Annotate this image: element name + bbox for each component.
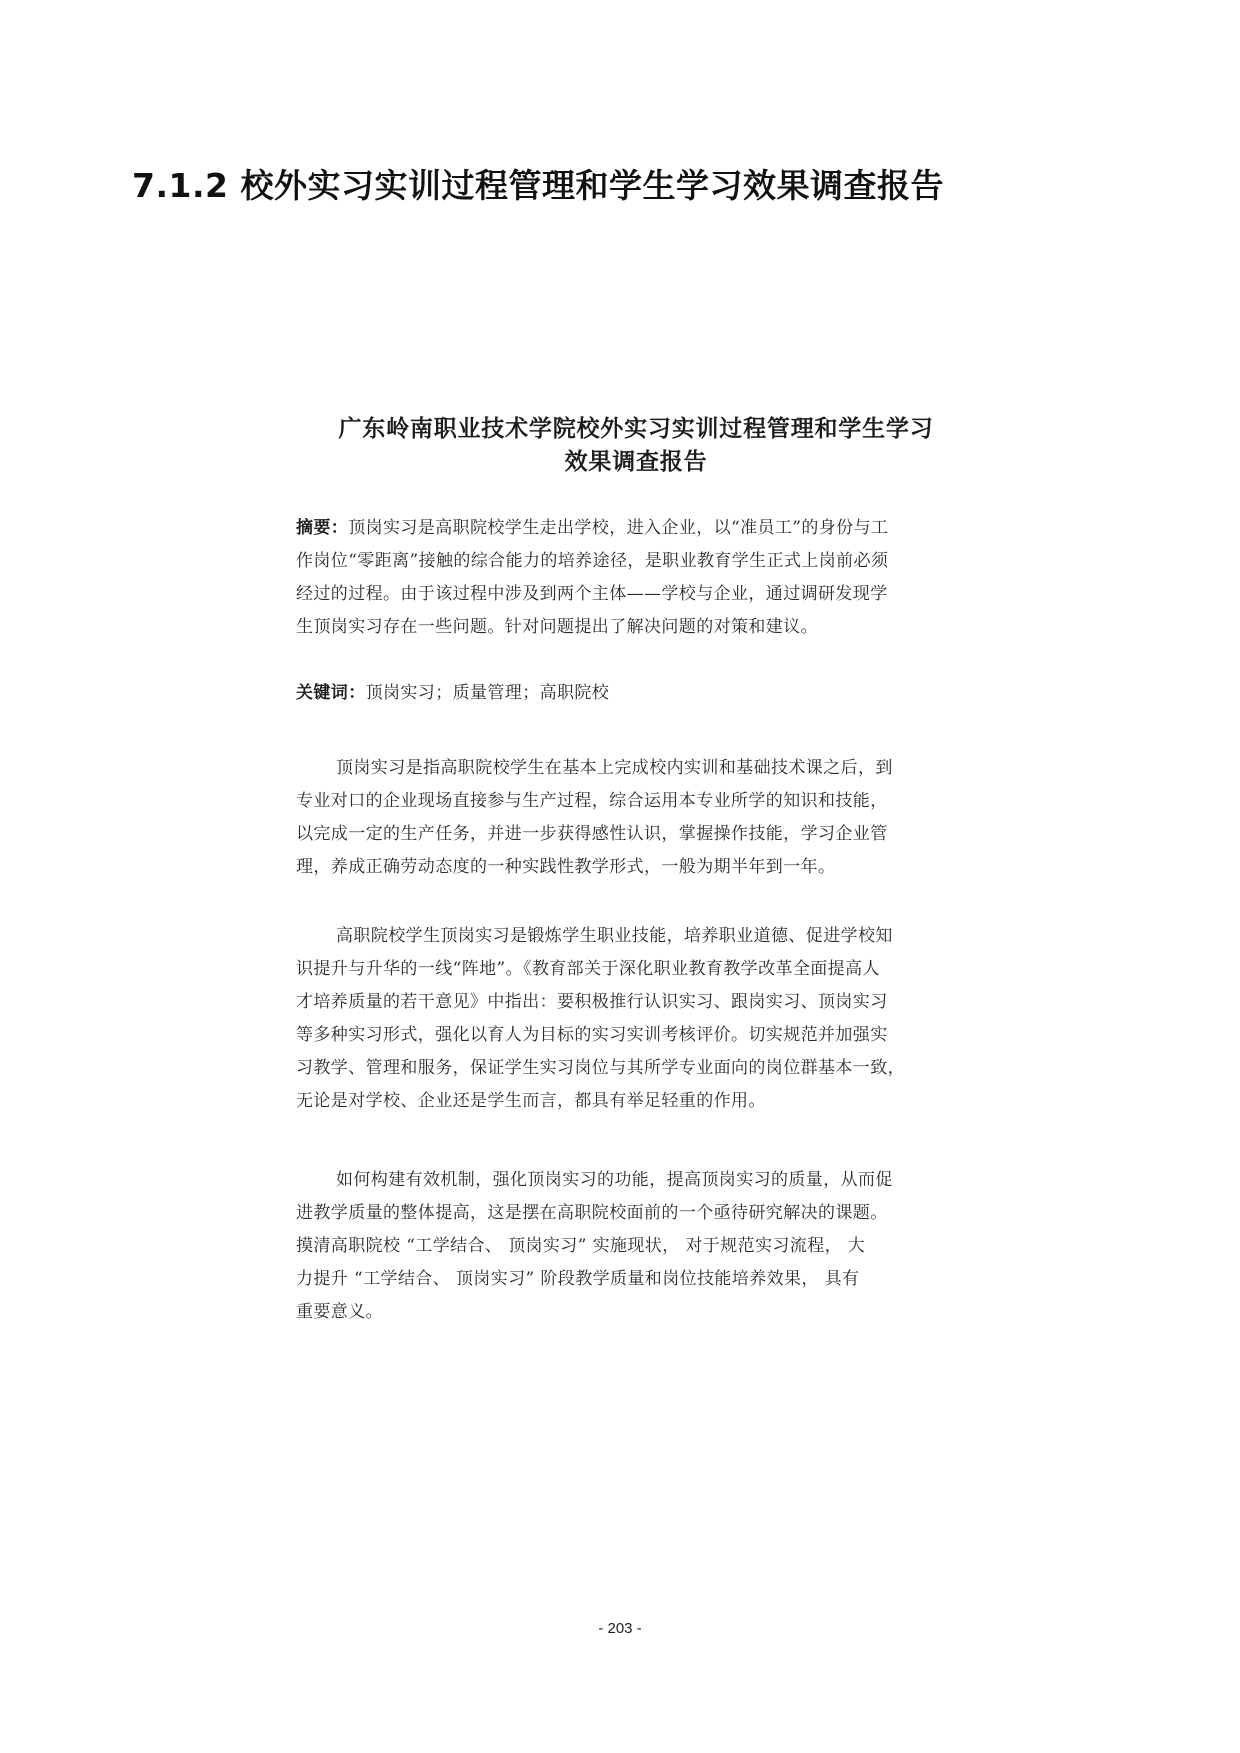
body-paragraph-3: [296, 1164, 976, 1329]
report-title: [296, 412, 976, 478]
paragraph-line: 无论是对学校、企业还是学生而言，都具有举足轻重的作用。: [296, 1091, 766, 1111]
abstract-line: 作岗位“零距离”接触的综合能力的培养途径，是职业教育学生正式上岗前必须: [296, 551, 889, 571]
body-paragraph-2: [296, 920, 976, 1118]
paragraph-line: 进教学质量的整体提高，这是摆在高职院校面前的一个亟待研究解决的课题。: [296, 1203, 888, 1223]
section-heading: 7.1.2 校外实习实训过程管理和学生学习效果调查报告: [132, 166, 944, 205]
keywords-text: 顶岗实习；质量管理；高职院校: [365, 683, 610, 703]
keywords-label: 关键词：: [296, 683, 366, 703]
paragraph-line: 专业对口的企业现场直接参与生产过程，综合运用本专业所学的知识和技能，: [296, 791, 888, 811]
abstract-label: 摘要：: [296, 518, 349, 538]
report-title-line: 效果调查报告: [564, 448, 708, 475]
body-paragraph-1: [296, 752, 976, 884]
report-title-line: 广东岭南职业技术学院校外实习实训过程管理和学生学习: [338, 415, 934, 442]
embedded-report-image: [296, 412, 976, 1322]
paragraph-line: 力提升 “工学结合、 顶岗实习” 阶段教学质量和岗位技能培养效果， 具有: [296, 1269, 860, 1289]
paragraph-line: 才培养质量的若干意见》中指出：要积极推行认识实习、跟岗实习、顶岗实习: [296, 992, 888, 1012]
paragraph-line: 摸清高职院校 “工学结合、 顶岗实习” 实施现状， 对于规范实习流程， 大: [296, 1236, 866, 1256]
paragraph-line: 等多种实习形式，强化以育人为目标的实习实训考核评价。切实规范并加强实: [296, 1025, 888, 1045]
paragraph-line: 重要意义。: [296, 1302, 383, 1322]
paragraph-line: 理，养成正确劳动态度的一种实践性教学形式，一般为期半年到一年。: [296, 857, 836, 877]
paragraph-line: 习教学、管理和服务，保证学生实习岗位与其所学专业面向的岗位群基本一致，: [296, 1058, 905, 1078]
abstract-line: 顶岗实习是高职院校学生走出学校，进入企业，以“准员工”的身份与工: [348, 518, 889, 538]
paragraph-line: 识提升与升华的一线“阵地”。《教育部关于深化职业教育教学改革全面提高人: [296, 959, 880, 979]
paragraph-line: 如何构建有效机制，强化顶岗实习的功能，提高顶岗实习的质量，从而促: [336, 1170, 893, 1190]
abstract-line: 经过的过程。由于该过程中涉及到两个主体——学校与企业，通过调研发现学: [296, 584, 888, 604]
paragraph-line: 以完成一定的生产任务，并进一步获得感性认识，掌握操作技能，学习企业管: [296, 824, 888, 844]
abstract-line: 生顶岗实习存在一些问题。针对问题提出了解决问题的对策和建议。: [296, 617, 818, 637]
paragraph-line: 顶岗实习是指高职院校学生在基本上完成校内实训和基础技术课之后，到: [336, 758, 893, 778]
paragraph-line: 高职院校学生顶岗实习是锻炼学生职业技能，培养职业道德、促进学校知: [336, 926, 893, 946]
abstract-paragraph: [296, 512, 976, 644]
keywords-paragraph: [296, 677, 976, 710]
page-number: - 203 -: [598, 1620, 642, 1637]
